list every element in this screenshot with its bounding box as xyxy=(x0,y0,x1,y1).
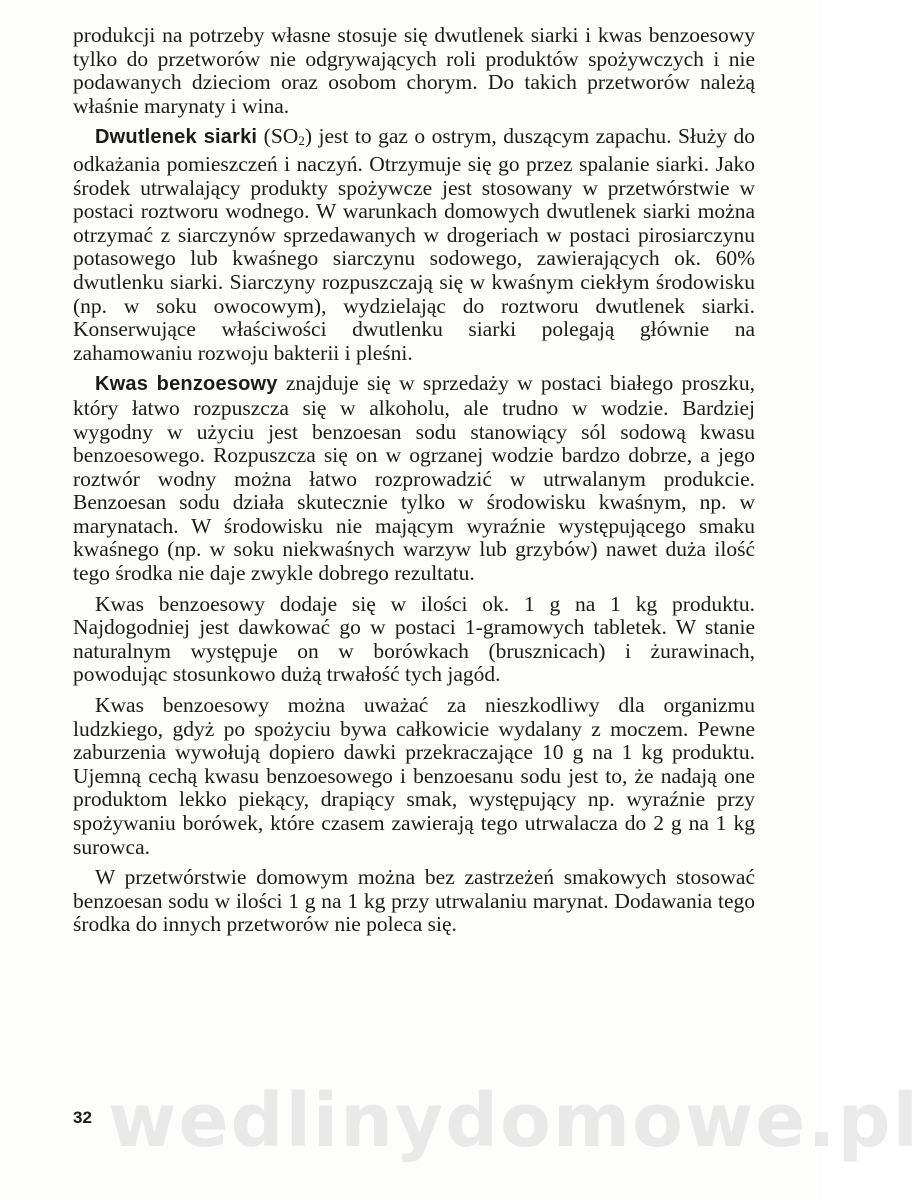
formula-text: (SO xyxy=(257,124,299,149)
paragraph-text: Kwas benzoesowy dodaje się w ilości ok. 1 g na 1 kg produktu. Najdogodniej jest dawkować go w postaci 1-gramowych tabletek. W stanie naturalnym występuje on w borówkach (brusznicach) i żurawinach, powodując stosunkowo dużą trwałość tych jagód. xyxy=(73,591,755,687)
paragraph-text: znajduje się w sprzedaży w postaci białego proszku, który łatwo rozpuszcza się w alkoholu, ale trudno w wodzie. Bardziej wygodny w użyciu jest benzoesan sodu stanowiący sól sodową kwasu benzoesowego. Rozpuszcza się on w ogrzanej wodzie bardzo dobrze, a jego roztwór wodny można łatwo rozprowadzić w utrwalanym produkcie. Benzoesan sodu działa skutecznie tylko w środowisku kwaśnym, np. w marynatach. W środowisku nie mającym wyraźnie występującego smaku kwaśnego (np. w soku niekwaśnych warzyw lub grzybów) nawet duża ilość tego środka nie daje zwykle dobrego rezultatu. xyxy=(73,371,755,586)
paragraph-safety xyxy=(73,694,755,859)
paragraph-text: Kwas benzoesowy można uważać za nieszkodliwy dla organizmu ludzkiego, gdyż po spożyciu bywa całkowicie wydalany z moczem. Pewne zaburzenia wywołują dopiero dawki przekraczające 10 g na 1 kg produktu. Ujemną cechą kwasu benzoesowego i benzoesanu sodu jest to, że nadają one produktom lekko piekący, drapiący smak, występujący np. wyraźnie przy spożywaniu borówek, które czasem zawierają tego utrwalacza do 2 g na 1 kg surowca. xyxy=(73,693,755,859)
paragraph-text: produkcji na potrzeby własne stosuje się dwutlenek siarki i kwas benzoesowy tylko do przetworów nie odgrywających roli produktów spożywczych i nie podawanych dzieciom oraz osobom chorym. Do takich przetworów należą właśnie marynaty i wina. xyxy=(73,23,755,118)
term-heading: Kwas benzoesowy xyxy=(95,373,278,396)
paragraph-text: ) jest to gaz o ostrym, duszącym zapachu. Służy do odkażania pomieszczeń i naczyń. Otrzymuje się go przez spalanie siarki. Jako środek utrwalający produkty spożywcze jest stosowany w przetwórstwie w postaci roztworu wodnego. W warunkach domowych dwutlenek siarki można otrzymać z siarczynów sprzedawanych w drogeriach w postaci pirosiarczynu potasowego lub kwaśnego siarczynu sodowego, zawierających ok. 60% dwutlenku siarki. Siarczyny rozpuszczają się w kwaśnym ciekłym środowisku (np. w soku owocowym), wydzielając do roztworu dwutlenek siarki. Konserwujące właściwości dwutlenku siarki polegają głównie na zahamowaniu rozwoju bakterii i pleśni. xyxy=(73,124,755,365)
paragraph-benzoic-acid xyxy=(73,372,755,585)
paragraph-text: W przetwórstwie domowym można bez zastrzeżeń smakowych stosować benzoesan sodu w ilości 1 g na 1 kg przy utrwalaniu marynat. Dodawania tego środka do innych przetworów nie poleca się. xyxy=(73,865,755,937)
body-text xyxy=(73,24,755,944)
paragraph-intro xyxy=(73,24,755,118)
formula-subscript: 2 xyxy=(298,133,305,149)
paragraph-dosage xyxy=(73,593,755,687)
term-heading: Dwutlenek siarki xyxy=(95,126,258,149)
page-number: 32 xyxy=(73,1108,92,1127)
paragraph-home-use xyxy=(73,866,755,937)
paragraph-sulfur-dioxide xyxy=(73,125,755,365)
watermark: wedlinydomowe.pl xyxy=(108,1078,920,1164)
